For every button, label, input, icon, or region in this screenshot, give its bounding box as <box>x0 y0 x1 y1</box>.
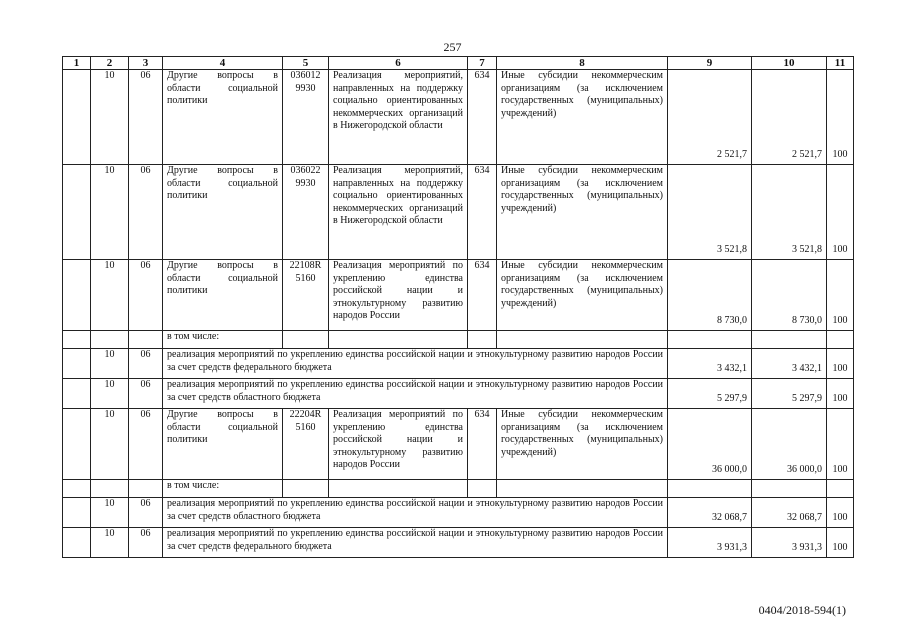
expense-type: 634 <box>468 70 497 165</box>
expense-type-name: Иные субсидии некоммерческим организациям (за исключением государственных (муниципальных) учреждений) <box>497 70 668 165</box>
in-that-number-label: в том числе: <box>163 480 283 498</box>
col-header: 8 <box>497 57 668 70</box>
subsection-code: 06 <box>129 260 163 331</box>
table-row <box>63 349 854 379</box>
subsection-code: 06 <box>129 379 163 409</box>
article-name: Реализация мероприятий, направленных на поддержку социально ориентированных некоммерческих организаций в Нижегородской области <box>329 70 468 165</box>
in-that-number-label: в том числе: <box>163 331 283 349</box>
sub-row-description: реализация мероприятий по укреплению единства российской нации и этнокультурному развитию народов России за счет средств областного бюджета <box>163 379 668 409</box>
header-row <box>63 57 854 70</box>
table-row <box>63 498 854 528</box>
col-header: 5 <box>283 57 329 70</box>
section-code: 10 <box>91 379 129 409</box>
table-row <box>63 165 854 260</box>
table-row <box>63 528 854 558</box>
percent: 100 <box>827 528 854 558</box>
section-name: Другие вопросы в области социальной политики <box>163 409 283 480</box>
amount-plan: 8 730,0 <box>668 260 752 331</box>
section-name: Другие вопросы в области социальной политики <box>163 165 283 260</box>
percent: 100 <box>827 349 854 379</box>
amount-actual: 36 000,0 <box>752 409 827 480</box>
expense-type-name: Иные субсидии некоммерческим организациям (за исключением государственных (муниципальных) учреждений) <box>497 260 668 331</box>
subsection-code: 06 <box>129 498 163 528</box>
table-row <box>63 409 854 480</box>
section-code: 10 <box>91 528 129 558</box>
amount-actual: 3 931,3 <box>752 528 827 558</box>
section-code: 10 <box>91 165 129 260</box>
percent: 100 <box>827 70 854 165</box>
col-header: 2 <box>91 57 129 70</box>
subsection-code: 06 <box>129 409 163 480</box>
col-header: 10 <box>752 57 827 70</box>
amount-plan: 32 068,7 <box>668 498 752 528</box>
col-header: 3 <box>129 57 163 70</box>
subsection-code: 06 <box>129 70 163 165</box>
amount-actual: 32 068,7 <box>752 498 827 528</box>
section-name: Другие вопросы в области социальной политики <box>163 260 283 331</box>
target-article: 22204R 5160 <box>283 409 329 480</box>
article-name: Реализация мероприятий по укреплению единства российской нации и этнокультурному развитию народов России <box>329 409 468 480</box>
sub-row-description: реализация мероприятий по укреплению единства российской нации и этнокультурному развитию народов России за счет средств федерального бюджета <box>163 349 668 379</box>
percent: 100 <box>827 165 854 260</box>
subsection-code: 06 <box>129 528 163 558</box>
amount-actual: 5 297,9 <box>752 379 827 409</box>
percent: 100 <box>827 498 854 528</box>
expense-type: 634 <box>468 165 497 260</box>
expense-type: 634 <box>468 260 497 331</box>
amount-plan: 5 297,9 <box>668 379 752 409</box>
percent: 100 <box>827 379 854 409</box>
table-row <box>63 379 854 409</box>
page-number: 257 <box>443 40 462 54</box>
subtotal-label-row <box>63 480 854 498</box>
amount-actual: 3 521,8 <box>752 165 827 260</box>
col-header: 6 <box>329 57 468 70</box>
table-row <box>63 70 854 165</box>
amount-plan: 36 000,0 <box>668 409 752 480</box>
col-header: 11 <box>827 57 854 70</box>
amount-actual: 8 730,0 <box>752 260 827 331</box>
col-header: 1 <box>63 57 91 70</box>
section-name: Другие вопросы в области социальной политики <box>163 70 283 165</box>
subsection-code: 06 <box>129 165 163 260</box>
percent: 100 <box>827 409 854 480</box>
amount-plan: 3 432,1 <box>668 349 752 379</box>
document-code: 0404/2018-594(1) <box>758 603 846 617</box>
section-code: 10 <box>91 260 129 331</box>
sub-row-description: реализация мероприятий по укреплению единства российской нации и этнокультурному развитию народов России за счет средств областного бюджета <box>163 498 668 528</box>
section-code: 10 <box>91 409 129 480</box>
section-code: 10 <box>91 70 129 165</box>
article-name: Реализация мероприятий по укреплению единства российской нации и этнокультурному развитию народов России <box>329 260 468 331</box>
amount-plan: 2 521,7 <box>668 70 752 165</box>
budget-table <box>62 56 854 558</box>
amount-actual: 3 432,1 <box>752 349 827 379</box>
expense-type-name: Иные субсидии некоммерческим организациям (за исключением государственных (муниципальных) учреждений) <box>497 165 668 260</box>
target-article: 036012 9930 <box>283 70 329 165</box>
percent: 100 <box>827 260 854 331</box>
article-name: Реализация мероприятий, направленных на поддержку социально ориентированных некоммерческих организаций в Нижегородской области <box>329 165 468 260</box>
section-code: 10 <box>91 498 129 528</box>
col-header: 7 <box>468 57 497 70</box>
expense-type: 634 <box>468 409 497 480</box>
amount-plan: 3 931,3 <box>668 528 752 558</box>
section-code: 10 <box>91 349 129 379</box>
target-article: 036022 9930 <box>283 165 329 260</box>
subsection-code: 06 <box>129 349 163 379</box>
sub-row-description: реализация мероприятий по укреплению единства российской нации и этнокультурному развитию народов России за счет средств федерального бюджета <box>163 528 668 558</box>
table-row <box>63 260 854 331</box>
amount-plan: 3 521,8 <box>668 165 752 260</box>
target-article: 22108R 5160 <box>283 260 329 331</box>
col-header: 4 <box>163 57 283 70</box>
amount-actual: 2 521,7 <box>752 70 827 165</box>
subtotal-label-row <box>63 331 854 349</box>
col-header: 9 <box>668 57 752 70</box>
expense-type-name: Иные субсидии некоммерческим организациям (за исключением государственных (муниципальных) учреждений) <box>497 409 668 480</box>
